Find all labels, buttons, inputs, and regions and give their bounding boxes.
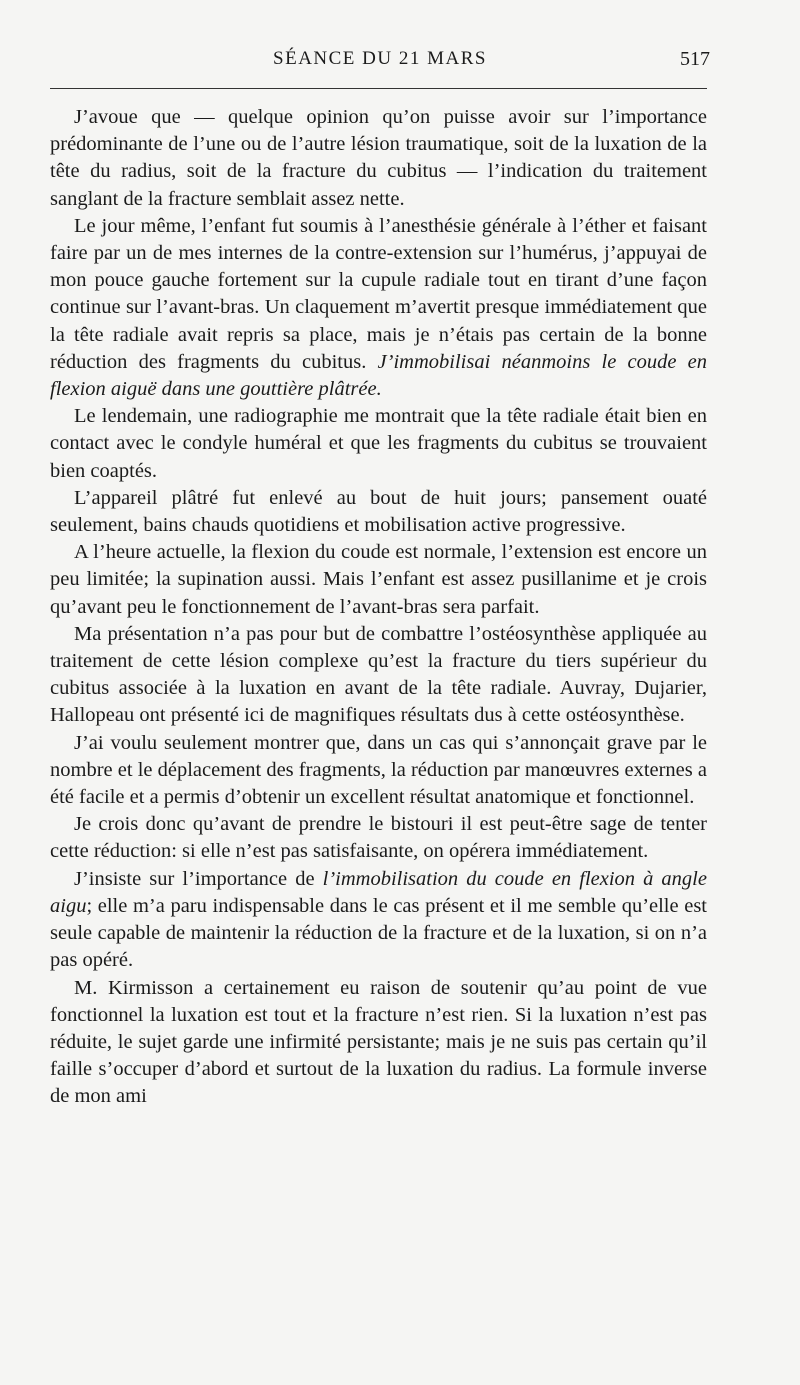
running-head [50, 44, 710, 74]
header-rule [50, 88, 707, 89]
text-run: M. Kirmisson a certainement eu raison de soutenir qu’au point de vue fonctionnel la luxation est tout et la fracture n’est rien. Si la luxation n’est pas réduite, le sujet garde une infirmité persistante; mais je ne suis pas certain qu’il faille s’occuper d’abord et surtout de la luxation du radius. La formule inverse de mon ami [50, 976, 707, 1108]
text-run: J’avoue que — quelque opinion qu’on puisse avoir sur l’importance prédominante de l’une ou de l’autre lésion traumatique, soit de la luxation de la tête du radius, soit de la fracture du cubitus — l’indication du traitement sanglant de la fracture semblait assez nette. [50, 106, 707, 210]
body-text [50, 104, 707, 1111]
paragraph [50, 539, 707, 621]
text-run: A l’heure actuelle, la flexion du coude est normale, l’extension est encore un peu limitée; la supination aussi. Mais l’enfant est assez pusillanime et je crois qu’avant peu le fonctionnement de l’avant-bras sera parfait. [50, 541, 707, 618]
paragraph [50, 811, 707, 865]
text-run: J’insiste sur l’importance de [74, 867, 323, 890]
paragraph [50, 485, 707, 539]
text-run: L’appareil plâtré fut enlevé au bout de huit jours; pansement ouaté seulement, bains chauds quotidiens et mobilisation active progressive. [50, 486, 707, 537]
paragraph [50, 213, 707, 403]
italic-text-run: l’immobilisation du coude en flexion à angle aigu [50, 867, 707, 917]
text-run: Je crois donc qu’avant de prendre le bistouri il est peut-être sage de tenter cette réduction: si elle n’est pas satisfaisante, on opérera immédiatement. [50, 813, 707, 863]
paragraph [50, 975, 707, 1111]
text-run: Ma présentation n’a pas pour but de combattre l’ostéosynthèse appliquée au traitement de cette lésion complexe qu’est la fracture du tiers supérieur du cubitus associée à la luxation en avant de la tête radiale. Auvray, Dujarier, Hallopeau ont présenté ici de magnifiques résultats dus à cette ostéosynthèse. [50, 622, 707, 727]
text-run: Le jour même, l’enfant fut soumis à l’anesthésie générale à l’éther et faisant faire par un de mes internes de la contre-extension sur l’humérus, j’appuyai de mon pouce gauche fortement sur la cupule radiale tout en tirant d’une façon continue sur l’avant-bras. Un claquement m’avertit presque immédiatement que la tête radiale avait repris sa place, mais je n’étais pas certain de la bonne réduction des fragments du cubitus. [50, 214, 707, 373]
text-run: ; elle m’a paru indispensable dans le cas présent et il me semble qu’elle est seule capable de maintenir la réduction de la fracture et de la luxation, si on n’a pas opéré. [50, 894, 707, 972]
paragraph [50, 403, 707, 485]
italic-text-run: J’immobilisai néanmoins le coude en flexion aiguë dans une gouttière plâtrée. [50, 350, 707, 401]
paragraph [50, 104, 707, 213]
running-title: SÉANCE DU 21 MARS [273, 48, 487, 69]
page-number: 517 [680, 48, 710, 70]
paragraph [50, 866, 707, 975]
text-run: Le lendemain, une radiographie me montrait que la tête radiale était bien en contact avec le condyle huméral et que les fragments du cubitus se trouvaient bien coaptés. [50, 405, 707, 482]
paragraph [50, 621, 707, 730]
text-run: J’ai voulu seulement montrer que, dans un cas qui s’annonçait grave par le nombre et le déplacement des fragments, la réduction par manœuvres externes a été facile et a permis d’obtenir un excellent résultat anatomique et fonctionnel. [50, 731, 707, 809]
paragraph [50, 730, 707, 812]
